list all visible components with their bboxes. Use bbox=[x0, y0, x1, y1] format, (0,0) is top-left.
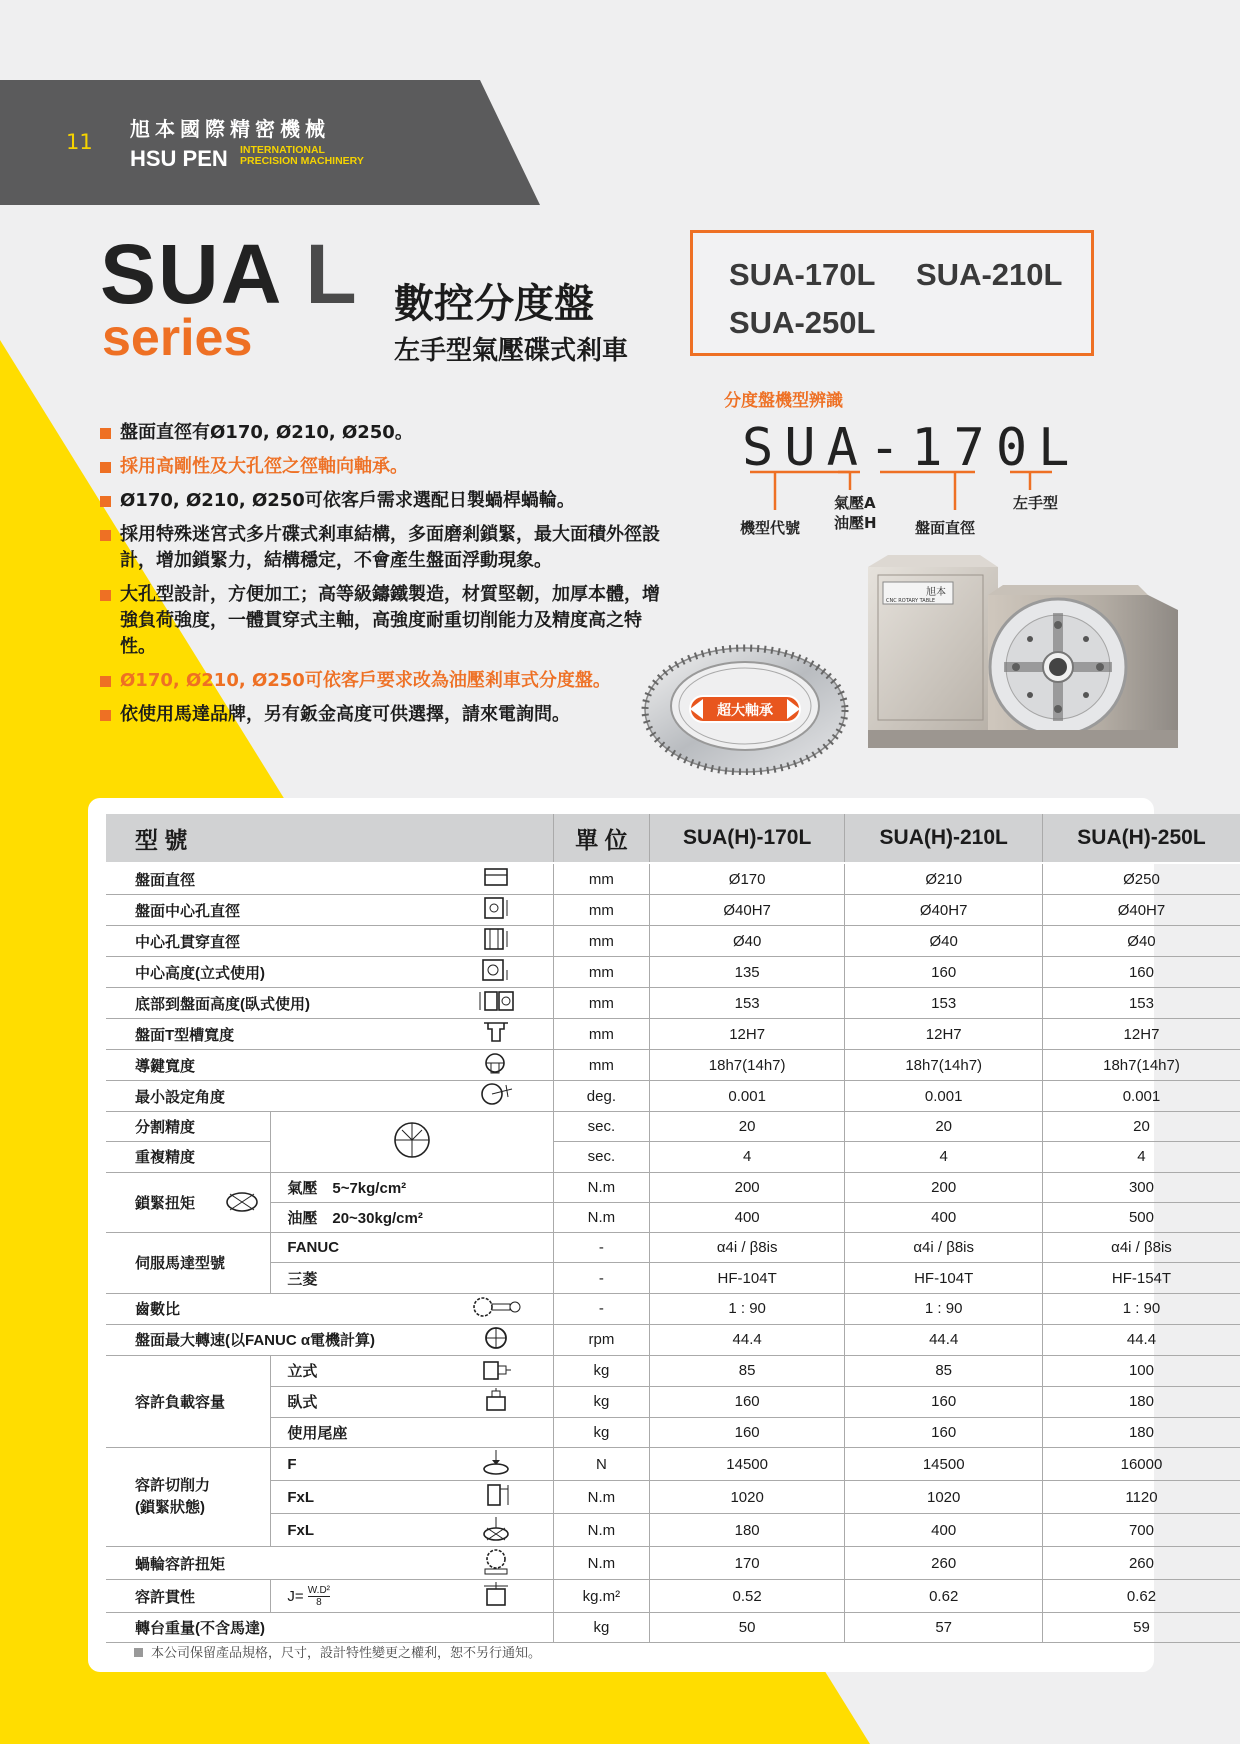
key-width-icon bbox=[440, 1050, 554, 1081]
model-id-label-air: 氣壓A bbox=[834, 494, 876, 512]
row-label: 盤面直徑 bbox=[106, 863, 440, 895]
row-unit: mm bbox=[553, 1050, 649, 1081]
row-unit: sec. bbox=[553, 1112, 649, 1142]
row-value: 44.4 bbox=[1042, 1324, 1240, 1355]
row-unit: N.m bbox=[553, 1202, 649, 1232]
series-word: series bbox=[102, 309, 253, 367]
table-row bbox=[106, 1019, 1240, 1050]
row-value: 1 : 90 bbox=[649, 1293, 845, 1324]
model-name: SUA-170L bbox=[729, 257, 876, 292]
row-value: HF-104T bbox=[649, 1263, 845, 1293]
row-value: 16000 bbox=[1042, 1448, 1240, 1481]
company-name-cn: 旭本國際精密機械 bbox=[130, 117, 330, 141]
row-unit: N.m bbox=[553, 1547, 649, 1580]
clamp-torque-icon bbox=[222, 1188, 262, 1216]
worm-gear-icon bbox=[440, 1547, 554, 1580]
row-unit: mm bbox=[553, 988, 649, 1019]
header-model: SUA(H)-250L bbox=[1042, 814, 1240, 863]
model-id-label-type: 機型代號 bbox=[740, 519, 801, 537]
feature-item: 盤面直徑有Ø170, Ø210, Ø250。 bbox=[100, 420, 660, 446]
row-label: 重複精度 bbox=[106, 1142, 271, 1172]
row-value: 0.001 bbox=[845, 1081, 1043, 1112]
feature-item: 大孔型設計，方便加工；高等級鑄鐵製造，材質堅韌，加厚本體，增強負荷強度，一體貫穿式主軸，高強度耐重切削能力及精度高之特性。 bbox=[100, 582, 660, 660]
row-value: 0.001 bbox=[1042, 1081, 1240, 1112]
table-row bbox=[106, 1355, 1240, 1386]
row-value: 0.001 bbox=[649, 1081, 845, 1112]
row-value: Ø170 bbox=[649, 863, 845, 895]
model-name: SUA-250L bbox=[729, 305, 876, 340]
row-value: α4i / β8is bbox=[649, 1233, 845, 1263]
row-sublabel: F bbox=[271, 1448, 440, 1481]
row-unit: kg bbox=[553, 1386, 649, 1417]
model-name: SUA-210L bbox=[916, 257, 1063, 292]
table-row bbox=[106, 1202, 1240, 1232]
row-label: 底部到盤面高度(臥式使用) bbox=[106, 988, 440, 1019]
row-value: 44.4 bbox=[649, 1324, 845, 1355]
table-row bbox=[106, 957, 1240, 988]
speed-icon bbox=[440, 1324, 554, 1355]
row-unit: mm bbox=[553, 895, 649, 926]
row-value: 12H7 bbox=[649, 1019, 845, 1050]
row-value: 59 bbox=[1042, 1613, 1240, 1643]
row-unit: - bbox=[553, 1263, 649, 1293]
page-number: 11 bbox=[66, 130, 93, 154]
row-value: 20 bbox=[845, 1112, 1043, 1142]
row-value: 153 bbox=[1042, 988, 1240, 1019]
table-row bbox=[106, 1547, 1240, 1580]
row-value: 18h7(14h7) bbox=[845, 1050, 1043, 1081]
row-value: 300 bbox=[1042, 1172, 1240, 1202]
row-value: Ø40H7 bbox=[845, 895, 1043, 926]
series-title-letter: L bbox=[305, 227, 359, 321]
row-value: Ø40H7 bbox=[649, 895, 845, 926]
row-value: 0.62 bbox=[1042, 1580, 1240, 1613]
row-value: 200 bbox=[845, 1172, 1043, 1202]
company-name-en: HSU PEN bbox=[130, 146, 228, 171]
row-value: 85 bbox=[845, 1355, 1043, 1386]
row-value: 4 bbox=[1042, 1142, 1240, 1172]
table-row bbox=[106, 1233, 1240, 1263]
table-row bbox=[106, 1417, 1240, 1447]
row-value: 170 bbox=[649, 1547, 845, 1580]
table-row bbox=[106, 1112, 1240, 1142]
row-value: 1120 bbox=[1042, 1481, 1240, 1514]
row-unit: N bbox=[553, 1448, 649, 1481]
table-row bbox=[106, 1514, 1240, 1547]
gear-ratio-icon bbox=[440, 1293, 554, 1324]
row-label: 容許切削力 (鎖緊狀態) bbox=[106, 1448, 271, 1547]
row-value: 180 bbox=[1042, 1417, 1240, 1447]
row-value: Ø40 bbox=[1042, 926, 1240, 957]
row-unit: - bbox=[553, 1233, 649, 1263]
center-hole-icon bbox=[440, 895, 554, 926]
row-unit: N.m bbox=[553, 1514, 649, 1547]
inertia-formula: J= $\frac{\text{W.D²}}{8}$ bbox=[271, 1580, 440, 1613]
row-value: 1020 bbox=[845, 1481, 1043, 1514]
header-model: SUA(H)-210L bbox=[845, 814, 1043, 863]
table-row bbox=[106, 1050, 1240, 1081]
series-title bbox=[100, 227, 359, 321]
accuracy-icon bbox=[271, 1112, 554, 1173]
row-label: 分割精度 bbox=[106, 1112, 271, 1142]
row-value: Ø210 bbox=[845, 863, 1043, 895]
rotary-table-image bbox=[848, 555, 1193, 765]
row-value: 1020 bbox=[649, 1481, 845, 1514]
row-unit: mm bbox=[553, 863, 649, 895]
row-value: 50 bbox=[649, 1613, 845, 1643]
feature-item: 依使用馬達品牌，另有鈑金高度可供選擇，請來電詢問。 bbox=[100, 702, 660, 728]
table-row bbox=[106, 1386, 1240, 1417]
row-value: 160 bbox=[845, 1417, 1043, 1447]
row-value: 4 bbox=[649, 1142, 845, 1172]
row-sublabel: FxL bbox=[271, 1514, 440, 1547]
row-label: 盤面中心孔直徑 bbox=[106, 895, 440, 926]
row-value: 0.62 bbox=[845, 1580, 1043, 1613]
table-row bbox=[106, 1448, 1240, 1481]
row-value: 153 bbox=[845, 988, 1043, 1019]
table-row bbox=[106, 1613, 1240, 1643]
row-value: 700 bbox=[1042, 1514, 1240, 1547]
row-label: 蝸輪容許扭矩 bbox=[106, 1547, 440, 1580]
feature-item: Ø170, Ø210, Ø250可依客戶需求選配日製蝸桿蝸輪。 bbox=[100, 488, 660, 514]
row-label: 鎖緊扭矩 bbox=[106, 1172, 271, 1233]
row-label: 導鍵寬度 bbox=[106, 1050, 440, 1081]
row-value: 400 bbox=[845, 1514, 1043, 1547]
row-value: 160 bbox=[1042, 957, 1240, 988]
row-value: 0.52 bbox=[649, 1580, 845, 1613]
company-subtitle-line2: PRECISION MACHINERY bbox=[240, 155, 364, 167]
model-id-code: SUA-170L bbox=[742, 418, 1081, 478]
row-unit: N.m bbox=[553, 1172, 649, 1202]
row-value: 57 bbox=[845, 1613, 1043, 1643]
table-row bbox=[106, 863, 1240, 895]
row-value: 180 bbox=[649, 1514, 845, 1547]
row-value: 160 bbox=[845, 1386, 1043, 1417]
company-subtitle bbox=[240, 145, 364, 167]
row-value: 100 bbox=[1042, 1355, 1240, 1386]
machine-badge: 旭本 bbox=[926, 587, 946, 598]
row-value: Ø250 bbox=[1042, 863, 1240, 895]
row-label: 容許貫性 bbox=[106, 1580, 271, 1613]
row-value: 180 bbox=[1042, 1386, 1240, 1417]
row-value: 400 bbox=[649, 1202, 845, 1232]
horizontal-load-icon bbox=[440, 1386, 554, 1417]
row-value: Ø40 bbox=[649, 926, 845, 957]
bearing-image bbox=[640, 640, 850, 775]
row-value: 1 : 90 bbox=[845, 1293, 1043, 1324]
row-sublabel: 三菱 bbox=[271, 1263, 554, 1293]
angle-icon bbox=[440, 1081, 554, 1112]
series-title-main: SUA bbox=[100, 227, 284, 321]
spec-table bbox=[106, 814, 1240, 1643]
table-row bbox=[106, 1580, 1240, 1613]
table-row bbox=[106, 1263, 1240, 1293]
row-value: Ø40H7 bbox=[1042, 895, 1240, 926]
row-value: 500 bbox=[1042, 1202, 1240, 1232]
model-id-title: 分度盤機型辨識 bbox=[724, 391, 843, 411]
row-unit: rpm bbox=[553, 1324, 649, 1355]
row-value: 153 bbox=[649, 988, 845, 1019]
bearing-label: 超大軸承 bbox=[717, 703, 773, 719]
torque-icon bbox=[440, 1514, 554, 1547]
row-sublabel: 使用尾座 bbox=[271, 1417, 554, 1447]
row-label: 齒數比 bbox=[106, 1293, 440, 1324]
row-value: 160 bbox=[649, 1386, 845, 1417]
row-value: 18h7(14h7) bbox=[1042, 1050, 1240, 1081]
row-sublabel: FANUC bbox=[271, 1233, 554, 1263]
feature-item: Ø170, Ø210, Ø250可依客戶要求改為油壓剎車式分度盤。 bbox=[100, 668, 660, 694]
table-row bbox=[106, 926, 1240, 957]
row-value: 260 bbox=[845, 1547, 1043, 1580]
row-value: 160 bbox=[649, 1417, 845, 1447]
table-header-row bbox=[106, 814, 1240, 863]
row-sublabel: 臥式 bbox=[271, 1386, 440, 1417]
row-sublabel: 油壓 20~30kg/cm² bbox=[271, 1202, 554, 1232]
row-unit: - bbox=[553, 1293, 649, 1324]
row-value: 1 : 90 bbox=[1042, 1293, 1240, 1324]
row-value: 12H7 bbox=[845, 1019, 1043, 1050]
row-label: 伺服馬達型號 bbox=[106, 1233, 271, 1294]
product-title-cn: 數控分度盤 bbox=[394, 281, 594, 327]
row-label: 盤面最大轉速(以FANUC α電機計算) bbox=[106, 1324, 440, 1355]
row-value: 260 bbox=[1042, 1547, 1240, 1580]
row-value: 44.4 bbox=[845, 1324, 1043, 1355]
table-row bbox=[106, 1293, 1240, 1324]
row-unit: N.m bbox=[553, 1481, 649, 1514]
diameter-icon bbox=[440, 863, 554, 895]
row-sublabel: 立式 bbox=[271, 1355, 440, 1386]
row-value: HF-104T bbox=[845, 1263, 1043, 1293]
row-sublabel: FxL bbox=[271, 1481, 440, 1514]
machine-plate: CNC ROTARY TABLE bbox=[886, 598, 936, 604]
feature-list bbox=[100, 420, 660, 736]
product-subtitle-cn: 左手型氣壓碟式剎車 bbox=[394, 336, 629, 366]
vertical-load-icon bbox=[440, 1355, 554, 1386]
model-id-label-lefthand: 左手型 bbox=[1013, 494, 1059, 512]
inertia-icon bbox=[440, 1580, 554, 1613]
row-unit: mm bbox=[553, 1019, 649, 1050]
row-unit: mm bbox=[553, 957, 649, 988]
row-value: HF-154T bbox=[1042, 1263, 1240, 1293]
row-value: 135 bbox=[649, 957, 845, 988]
row-unit: deg. bbox=[553, 1081, 649, 1112]
row-label: 中心孔貫穿直徑 bbox=[106, 926, 440, 957]
row-unit: mm bbox=[553, 926, 649, 957]
table-row bbox=[106, 1172, 1240, 1202]
row-unit: kg bbox=[553, 1613, 649, 1643]
model-id-label-hydraulic: 油壓H bbox=[834, 514, 877, 532]
table-row bbox=[106, 1324, 1240, 1355]
row-label: 中心高度(立式使用) bbox=[106, 957, 440, 988]
header-item: 型 號 bbox=[106, 814, 553, 863]
table-row bbox=[106, 988, 1240, 1019]
center-height-icon bbox=[440, 957, 554, 988]
row-unit: kg.m² bbox=[553, 1580, 649, 1613]
row-label: 轉台重量(不含馬達) bbox=[106, 1613, 553, 1643]
table-row bbox=[106, 1081, 1240, 1112]
row-value: 160 bbox=[845, 957, 1043, 988]
footnote: 本公司保留產品規格，尺寸，設計特性變更之權利，恕不另行通知。 bbox=[134, 1642, 541, 1661]
model-list-box bbox=[690, 230, 1094, 356]
table-row bbox=[106, 895, 1240, 926]
row-value: 20 bbox=[649, 1112, 845, 1142]
model-id-label-diameter: 盤面直徑 bbox=[915, 519, 976, 537]
row-label: 最小設定角度 bbox=[106, 1081, 440, 1112]
base-height-icon bbox=[440, 988, 554, 1019]
feature-item: 採用特殊迷宮式多片碟式剎車結構，多面磨剎鎖緊，最大面積外徑設計，增加鎖緊力，結構穩定，不會產生盤面浮動現象。 bbox=[100, 522, 660, 574]
row-unit: kg bbox=[553, 1417, 649, 1447]
moment-icon bbox=[440, 1481, 554, 1514]
row-value: 14500 bbox=[649, 1448, 845, 1481]
header-model: SUA(H)-170L bbox=[649, 814, 845, 863]
t-slot-icon bbox=[440, 1019, 554, 1050]
row-value: 4 bbox=[845, 1142, 1043, 1172]
row-value: 18h7(14h7) bbox=[649, 1050, 845, 1081]
row-value: α4i / β8is bbox=[1042, 1233, 1240, 1263]
company-subtitle-line1: INTERNATIONAL bbox=[240, 144, 325, 156]
row-unit: sec. bbox=[553, 1142, 649, 1172]
through-hole-icon bbox=[440, 926, 554, 957]
row-value: 20 bbox=[1042, 1112, 1240, 1142]
table-row bbox=[106, 1481, 1240, 1514]
row-value: 200 bbox=[649, 1172, 845, 1202]
header-unit: 單 位 bbox=[553, 814, 649, 863]
feature-item: 採用高剛性及大孔徑之徑軸向軸承。 bbox=[100, 454, 660, 480]
row-label: 容許負載容量 bbox=[106, 1355, 271, 1447]
axial-force-icon bbox=[440, 1448, 554, 1481]
row-value: 14500 bbox=[845, 1448, 1043, 1481]
row-value: Ø40 bbox=[845, 926, 1043, 957]
row-value: 12H7 bbox=[1042, 1019, 1240, 1050]
row-sublabel: 氣壓 5~7kg/cm² bbox=[271, 1172, 554, 1202]
row-value: 400 bbox=[845, 1202, 1043, 1232]
row-value: 85 bbox=[649, 1355, 845, 1386]
row-label: 盤面T型槽寬度 bbox=[106, 1019, 440, 1050]
row-value: α4i / β8is bbox=[845, 1233, 1043, 1263]
row-unit: kg bbox=[553, 1355, 649, 1386]
